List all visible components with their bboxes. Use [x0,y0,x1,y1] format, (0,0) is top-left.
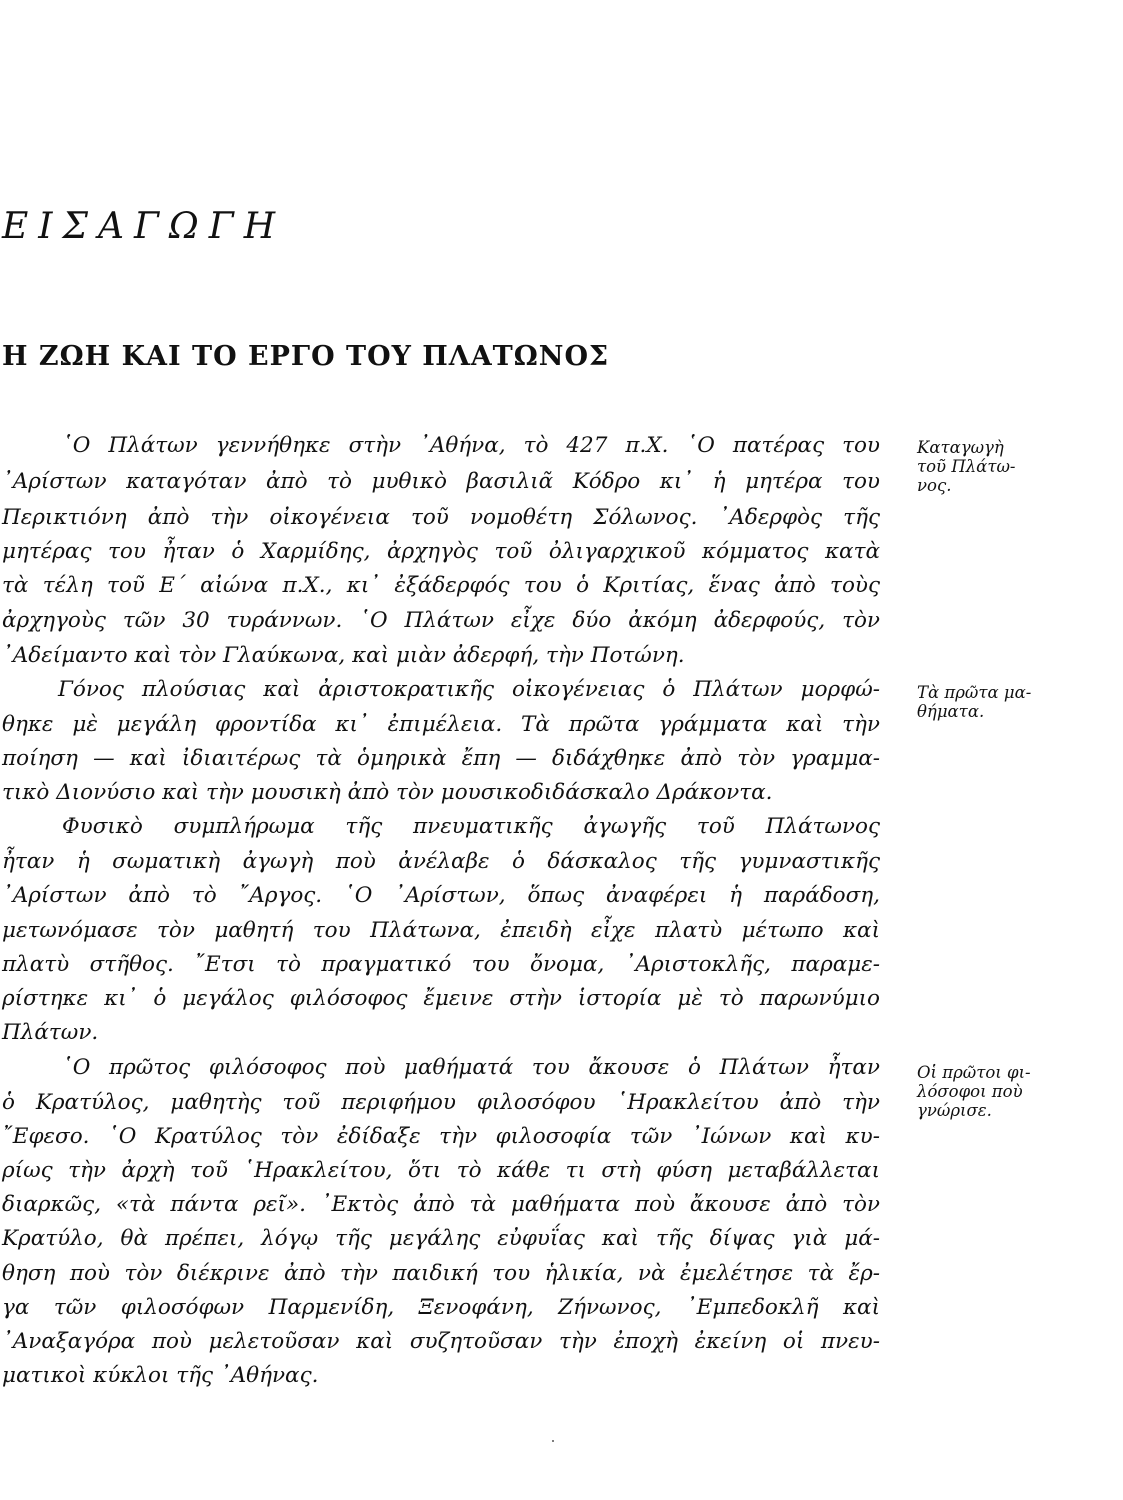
text-line: Περικτιόνη ἀπὸ τὴν οἰκογένεια τοῦ νομοθέτη Σόλωνος. ᾿Αδερφὸς τῆς [2,505,880,530]
text-line: ᾿Αναξαγόρα ποὺ μελετοῦσαν καὶ συζητοῦσαν τὴν ἐποχὴ ἐκείνη οἱ πνευ- [2,1329,880,1354]
note-line: γνώρισε. [917,1101,992,1120]
text-line: ᾿Αρίστων καταγόταν ἀπὸ τὸ μυθικὸ βασιλιᾶ Κόδρο κι᾿ ἡ μητέρα του [2,469,880,494]
text-line: Γόνος πλούσιας καὶ ἀριστοκρατικῆς οἰκογένειας ὁ Πλάτων μορφώ- [58,677,880,702]
margin-note-first-lessons [917,683,1117,721]
note-line: τοῦ Πλάτω- [917,457,1016,476]
text-line: γα τῶν φιλοσόφων Παρμενίδη, Ξενοφάνη, Ζήνωνος, ᾿Εμπεδοκλῆ καὶ [2,1295,880,1320]
note-line: Τὰ πρῶτα μα- [917,683,1032,702]
margin-note-origin [917,438,1117,495]
text-line: ρίως τὴν ἀρχὴ τοῦ ῾Ηρακλείτου, ὅτι τὸ κάθε τι στὴ φύση μεταβάλλεται [2,1158,880,1183]
text-line: μητέρας του ἦταν ὁ Χαρμίδης, ἀρχηγὸς τοῦ ὀλιγαρχικοῦ κόμματος κατὰ [2,539,880,564]
text-line: πλατὺ στῆθος. ῎Ετσι τὸ πραγματικό του ὄνομα, ᾿Αριστοκλῆς, παραμε- [2,952,880,977]
text-line: ἦταν ἡ σωματικὴ ἀγωγὴ ποὺ ἀνέλαβε ὁ δάσκαλος τῆς γυμναστικῆς [2,849,880,874]
text-line: ῾Ο Πλάτων γεννήθηκε στὴν ᾿Αθήνα, τὸ 427 π.Χ. ῾Ο πατέρας του [62,433,880,458]
text-line: θηκε μὲ μεγάλη φροντίδα κι᾿ ἐπιμέλεια. Τὰ πρῶτα γράμματα καὶ τὴν [2,712,880,737]
note-line: Οἱ πρῶτοι φι- [917,1063,1031,1082]
text-line: τὰ τέλη τοῦ Ε΄ αἰώνα π.Χ., κι᾿ ἐξάδερφός του ὁ Κριτίας, ἕνας ἀπὸ τοὺς [2,573,880,598]
text-line: ὁ Κρατύλος, μαθητὴς τοῦ περιφήμου φιλοσόφου ῾Ηρακλείτου ἀπὸ τὴν [2,1090,880,1115]
text-line: Φυσικὸ συμπλήρωμα τῆς πνευματικῆς ἀγωγῆς τοῦ Πλάτωνος [62,814,880,839]
text-line: Πλάτων. [2,1020,99,1045]
text-line: ἀρχηγοὺς τῶν 30 τυράννων. ῾Ο Πλάτων εἶχε δύο ἀκόμη ἀδερφούς, τὸν [2,608,880,633]
text-line: μετωνόμασε τὸν μαθητή του Πλάτωνα, ἐπειδὴ εἶχε πλατὺ μέτωπο καὶ [2,918,880,943]
text-line: τικὸ Διονύσιο καὶ τὴν μουσικὴ ἀπὸ τὸν μουσικοδιδάσκαλο Δράκοντα. [2,780,773,805]
text-line: ῾Ο πρῶτος φιλόσοφος ποὺ μαθήματά του ἄκουσε ὁ Πλάτων ἦταν [62,1055,880,1080]
text-line: ποίηση — καὶ ἰδιαιτέρως τὰ ὁμηρικὰ ἔπη — διδάχθηκε ἀπὸ τὸν γραμμα- [2,746,880,771]
text-line: ᾿Αδείμαντο καὶ τὸν Γλαύκωνα, καὶ μιὰν ἀδερφή, τὴν Ποτώνη. [2,643,685,668]
text-line: ρίστηκε κι᾿ ὁ μεγάλος φιλόσοφος ἔμεινε στὴν ἱστορία μὲ τὸ παρωνύμιο [2,986,880,1011]
note-line: λόσοφοι ποὺ [917,1082,1023,1101]
note-line: Καταγωγὴ [917,438,1004,457]
note-line: θήματα. [917,702,985,721]
section-title: Η ΖΩΗ ΚΑΙ ΤΟ ΕΡΓΟ ΤΟΥ ΠΛΑΤΩΝΟΣ [2,341,610,372]
note-line: νος. [917,476,952,495]
text-line: Κρατύλο, θὰ πρέπει, λόγῳ τῆς μεγάλης εὐφυΐας καὶ τῆς δίψας γιὰ μά- [2,1226,880,1251]
text-line: ᾿Αρίστων ἀπὸ τὸ ῎Αργος. ῾Ο ᾿Αρίστων, ὅπως ἀναφέρει ἡ παράδοση, [2,883,880,908]
chapter-title: ΕΙΣΑΓΩΓΗ [2,206,286,247]
text-line: ματικοὶ κύκλοι τῆς ᾿Αθήνας. [2,1363,319,1388]
margin-note-first-philosophers [917,1063,1117,1120]
print-speck [552,1440,554,1442]
text-line: διαρκῶς, «τὰ πάντα ρεῖ». ᾿Εκτὸς ἀπὸ τὰ μαθήματα ποὺ ἄκουσε ἀπὸ τὸν [2,1192,880,1217]
text-line: θηση ποὺ τὸν διέκρινε ἀπὸ τὴν παιδική του ἡλικία, νὰ ἐμελέτησε τὰ ἔρ- [2,1261,880,1286]
text-line: ῎Εφεσο. ῾Ο Κρατύλος τὸν ἐδίδαξε τὴν φιλοσοφία τῶν ᾿Ιώνων καὶ κυ- [2,1124,880,1149]
